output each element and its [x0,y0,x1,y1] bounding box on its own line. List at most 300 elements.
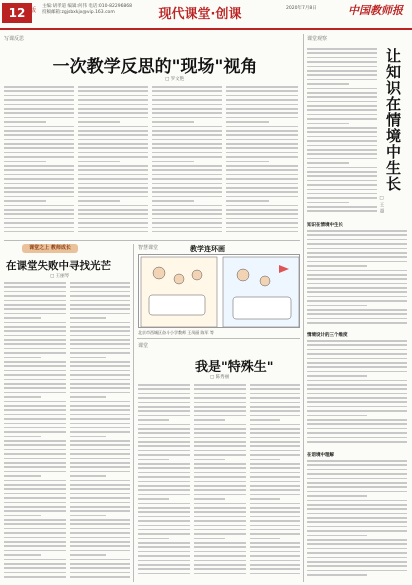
text-line [138,485,190,487]
text-line [250,384,300,386]
text-line [307,441,407,443]
text-line [250,529,300,531]
text-line [194,498,225,500]
text-line [78,209,148,211]
text-line [138,428,190,430]
issue-date: 2020年7月8日 [286,6,317,11]
text-line [78,191,148,193]
text-line [70,401,130,403]
text-line [250,489,300,491]
text-line [70,453,130,455]
text-line [70,308,130,310]
text-line [250,441,300,443]
text-line [152,222,222,224]
text-line [307,202,349,204]
text-line [70,554,106,556]
text-line [4,401,66,403]
text-line [194,516,246,518]
text-line [226,231,298,233]
text-line [4,427,66,429]
text-line [70,295,130,297]
text-line [307,349,407,351]
text-line [152,209,222,211]
text-line [4,90,74,92]
text-line [226,174,298,176]
text-line [307,189,377,191]
text-line [4,152,74,154]
text-line [307,517,407,519]
divider [137,338,300,339]
text-line [78,95,148,97]
text-line [307,79,377,81]
text-line [138,415,190,417]
text-line [4,374,66,376]
text-line [250,419,280,421]
text-line [307,175,377,177]
article1-byline: □ 罗文艳 [165,77,185,82]
text-line [78,222,148,224]
text-line [4,414,66,416]
text-line [4,156,74,158]
text-line [4,169,74,171]
text-line [307,500,407,502]
text-line [78,165,148,167]
text-line [70,502,130,504]
text-line [4,493,66,495]
text-line [78,227,148,229]
text-line [194,432,246,434]
text-line [70,352,130,354]
text-line [307,366,407,368]
text-line [250,533,300,535]
text-line [194,481,246,483]
text-line [307,530,407,532]
text-line [70,523,130,525]
article3-headline: 教学连环画 [190,244,225,253]
text-line [226,191,298,193]
text-line [4,537,66,539]
text-line [152,112,222,114]
article1-col1 [4,86,74,236]
text-line [307,256,407,258]
text-line [4,361,66,363]
text-line [307,92,377,94]
text-line [70,528,130,530]
text-line [226,112,298,114]
text-line [78,99,148,101]
text-line [4,86,74,88]
text-line [194,564,246,566]
text-line [138,481,190,483]
text-line [152,90,222,92]
text-line [194,459,225,461]
text-line [4,231,74,233]
text-line [307,158,377,160]
text-line [70,466,130,468]
text-line [226,196,298,198]
text-line [70,436,106,438]
meta-line: 投稿邮箱:zgjsbxkjx@vip.163.com [42,10,115,15]
text-line [4,112,74,114]
text-line [226,205,298,207]
page-number: 12 [2,3,32,23]
text-line [4,130,74,132]
text-line [307,432,407,434]
text-line [226,104,298,106]
text-line [138,538,169,540]
text-line [4,330,66,332]
masthead-meta [42,4,152,16]
text-line [78,183,148,185]
text-line [152,196,222,198]
text-line [307,521,407,523]
text-line [152,218,222,220]
text-line [4,282,66,284]
text-line [194,555,246,557]
text-line [4,295,66,297]
text-line [307,88,377,90]
text-line [70,506,130,508]
text-line [226,227,298,229]
text-line [4,567,66,569]
text-line [4,308,66,310]
text-line [4,466,66,468]
text-line [307,136,377,138]
text-line [4,304,66,306]
text-line [307,210,377,212]
text-line [307,283,407,285]
text-line [4,174,74,176]
text-line [226,183,298,185]
text-line [78,213,148,215]
text-line [194,463,246,465]
text-line [70,427,130,429]
text-line [4,528,66,530]
text-line [138,551,190,553]
text-line [226,117,298,119]
text-line [307,486,407,488]
text-line [138,424,190,426]
text-line [194,511,246,513]
text-line [138,402,190,404]
text-line [226,99,298,101]
text-line [4,497,66,499]
text-line [138,533,190,535]
text-line [4,343,66,345]
text-line [138,494,190,496]
text-line [307,206,377,208]
text-line [152,95,222,97]
text-line [70,576,130,578]
text-line [4,205,74,207]
text-line [138,472,190,474]
text-line [78,117,148,119]
article4-col3 [250,384,300,582]
text-line [70,383,130,385]
article2-byline: □ 王丽琴 [50,274,70,279]
text-line [138,388,190,390]
text-line [194,560,246,562]
text-line [307,570,407,572]
text-line [78,104,148,106]
article2-col2 [70,282,130,582]
text-line [226,121,269,123]
text-line [226,169,298,171]
text-line [226,147,298,149]
text-line [307,574,367,576]
text-line [138,555,190,557]
text-line [307,401,407,403]
text-line [250,525,300,527]
text-line [138,467,190,469]
text-line [152,143,222,145]
text-line [70,510,130,512]
text-line [4,431,66,433]
text-line [70,370,130,372]
text-line [307,539,407,541]
text-line [152,205,222,207]
text-line [4,313,66,315]
text-line [4,286,66,288]
text-line [70,357,106,359]
text-line [194,415,246,417]
text-line [4,339,66,341]
text-line [250,560,300,562]
text-line [194,485,246,487]
text-line [4,200,46,202]
text-line [70,515,106,517]
text-line [4,550,66,552]
text-line [70,484,130,486]
text-line [138,542,190,544]
article1-col4 [226,86,298,236]
text-line [152,200,194,202]
text-line [250,555,300,557]
text-line [250,573,300,575]
text-line [307,123,349,125]
text-line [152,183,222,185]
text-line [78,108,148,110]
text-line [194,472,246,474]
text-line [307,423,407,425]
text-line [194,428,246,430]
article4-byline: □ 陈秀丽 [210,375,230,380]
text-line [250,393,300,395]
text-line [226,222,298,224]
text-line [194,494,246,496]
text-line [307,162,349,164]
text-line [152,117,222,119]
text-line [152,86,222,88]
text-line [4,165,74,167]
text-line [4,326,66,328]
text-line [307,230,407,232]
text-line [138,441,190,443]
text-line [4,484,66,486]
text-line [78,187,148,189]
text-line [307,552,407,554]
text-line [4,191,74,193]
text-line [78,169,148,171]
text-line [307,239,407,241]
text-line [194,397,246,399]
text-line [138,476,190,478]
text-line [70,462,130,464]
text-line [194,454,246,456]
text-line [194,568,246,570]
text-line [4,458,66,460]
text-line [307,105,377,107]
text-line [4,209,74,211]
text-line [194,393,246,395]
text-line [78,143,148,145]
text-line [4,453,66,455]
article1-col2 [78,86,148,236]
text-line [250,476,300,478]
text-line [4,532,66,534]
article5-col-bottom [307,460,407,582]
text-line [307,287,407,289]
text-line [250,485,300,487]
text-line [250,507,300,509]
text-line [226,213,298,215]
text-line [250,498,280,500]
text-line [307,167,377,169]
text-line [194,476,246,478]
text-line [4,418,66,420]
text-line [138,503,190,505]
text-line [4,365,66,367]
text-line [138,507,190,509]
article5-subhead: 情境设计的三个维度 [307,333,348,338]
text-line [307,526,407,528]
text-line [307,305,367,307]
text-line [250,388,300,390]
text-line [307,96,377,98]
text-line [194,542,246,544]
text-line [307,491,407,493]
text-line [307,140,377,142]
text-line [138,432,190,434]
text-line [70,475,106,477]
text-line [4,139,74,141]
text-line [138,393,190,395]
text-line [194,503,246,505]
text-line [250,428,300,430]
text-line [4,143,74,145]
text-line [4,519,66,521]
text-line [70,444,130,446]
article5-subhead: 在语境中理解 [307,453,334,458]
text-line [138,498,169,500]
meta-line: 主编:胡孝道 编辑:何伟 电话:010-82296868 [42,4,133,9]
text-line [152,227,222,229]
text-line [226,108,298,110]
article5-col-mid [307,230,407,330]
text-line [152,156,222,158]
text-line [307,274,407,276]
text-line [250,459,280,461]
text-line [4,196,74,198]
text-line [152,152,222,154]
text-line [4,502,66,504]
text-line [70,541,130,543]
text-line [4,161,46,163]
text-line [152,161,194,163]
text-line [307,428,407,430]
text-line [307,340,407,342]
text-line [307,252,407,254]
article4-col1 [138,384,190,582]
text-line [152,191,222,193]
text-line [152,126,222,128]
text-line [138,445,190,447]
text-line [250,432,300,434]
text-line [307,548,407,550]
text-line [307,261,407,263]
text-line [250,424,300,426]
text-line [4,379,66,381]
section-tag: 写课反思 [4,36,25,42]
text-line [307,358,407,360]
text-line [152,187,222,189]
text-line [250,415,300,417]
text-line [138,516,190,518]
text-line [307,495,367,497]
text-line [70,563,130,565]
text-line [307,543,407,545]
text-line [152,213,222,215]
text-line [194,538,225,540]
text-line [138,463,190,465]
text-line [307,184,377,186]
text-line [4,95,74,97]
text-line [307,406,407,408]
text-line [4,108,74,110]
text-line [4,563,66,565]
text-line [138,525,190,527]
text-line [78,161,120,163]
text-line [194,467,246,469]
text-line [78,200,120,202]
text-line [138,419,169,421]
text-line [226,130,298,132]
text-line [4,475,41,477]
text-line [307,309,407,311]
text-line [78,218,148,220]
text-line [307,70,377,72]
text-line [70,493,130,495]
text-line [70,550,130,552]
text-line [250,463,300,465]
text-line [307,57,377,59]
text-line [78,130,148,132]
text-line [138,546,190,548]
text-line [138,397,190,399]
text-line [250,445,300,447]
text-line [307,52,377,54]
text-line [4,222,74,224]
text-line [138,450,190,452]
text-line [250,410,300,412]
text-line [78,205,148,207]
text-line [307,243,407,245]
text-line [194,410,246,412]
text-line [307,318,407,320]
text-line [194,424,246,426]
text-line [307,362,407,364]
text-line [250,564,300,566]
